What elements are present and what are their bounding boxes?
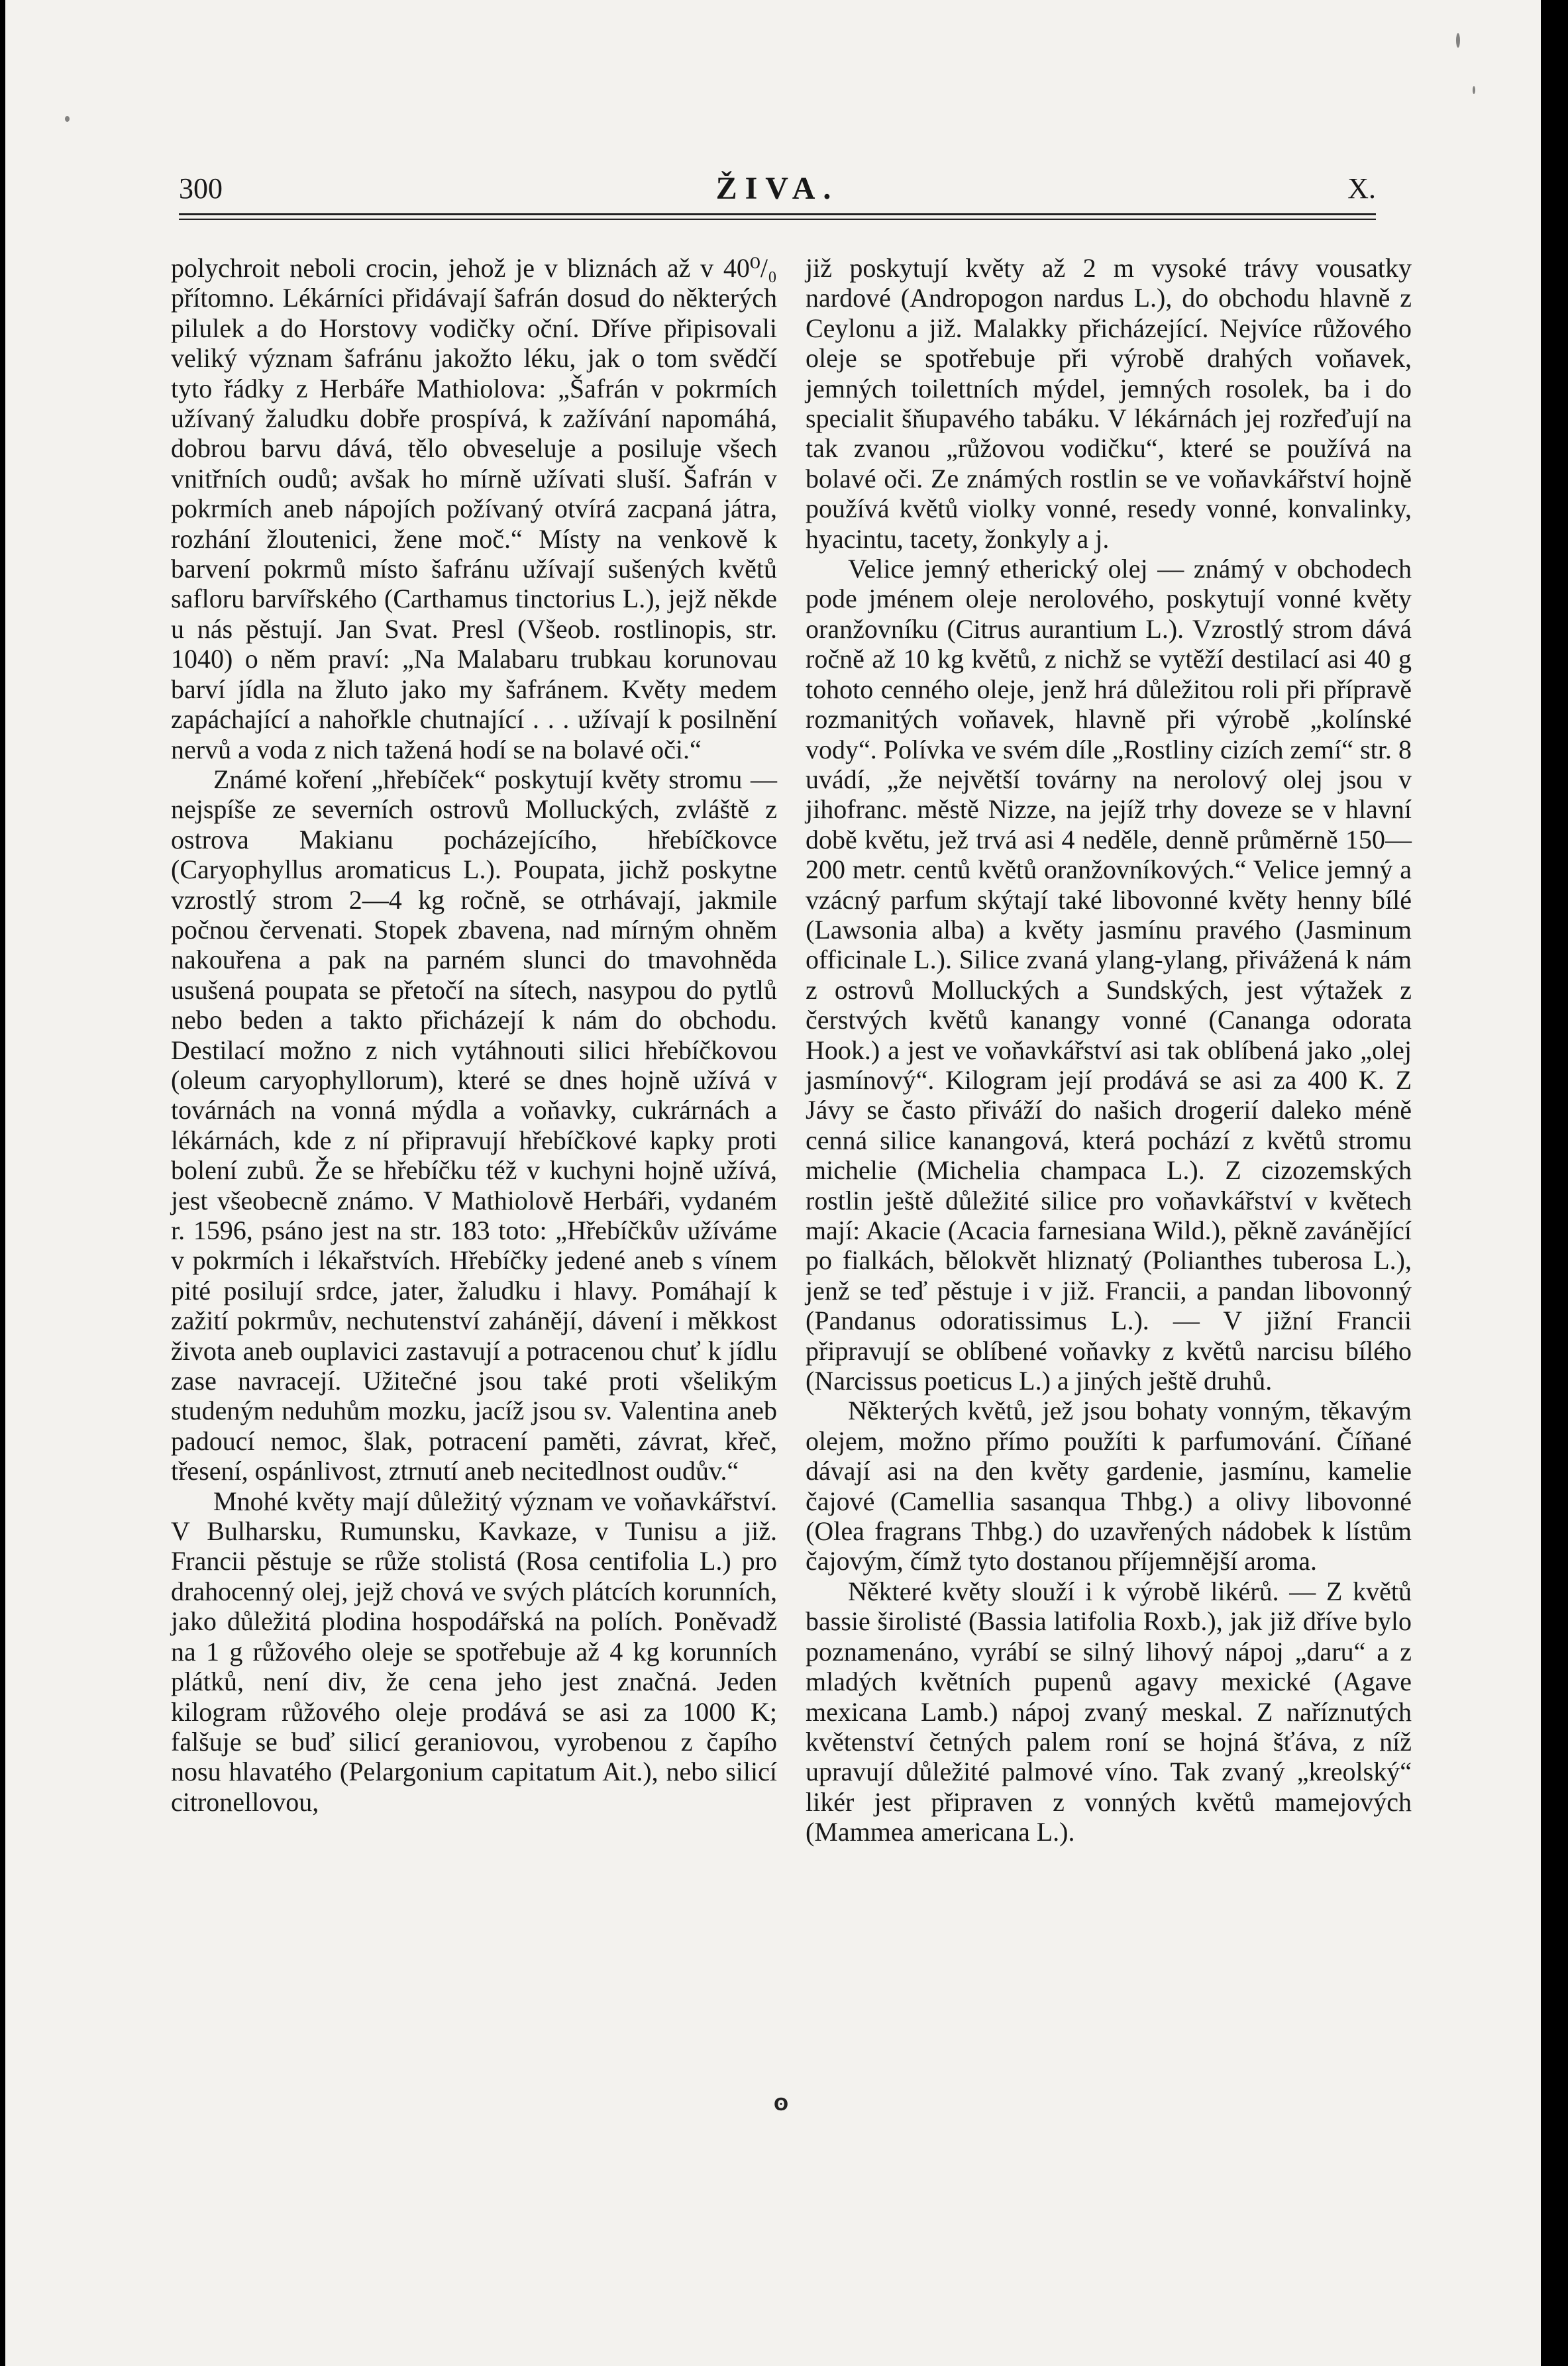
header-rule-top bbox=[179, 213, 1376, 215]
paragraph: Známé koření „hřebíček“ poskytují květy stromu — nejspíše ze severních ostrovů Molluckých, zvláště z ostrova Makianu pocházejícího, hřebíčkovce (Caryophyllus aromaticus L.). Poupata, jichž poskytne vzrostlý strom 2—4 kg ročně, se otrhávají, jakmile počnou červenati. Stopek zbavena, nad mírným ohněm nakouřena a pak na parném slunci do tmavohněda usušená poupata se přetočí na sítech, nasypou do pytlů nebo beden a takto přicházejí k nám do obchodu. Destilací možno z nich vytáhnouti silici hřebíčkovou (oleum caryophyllorum), které se dnes hojně užívá v továrnách na vonná mýdla a voňavky, cukrárnách a lékárnách, kde z ní připravují hřebíčkové kapky proti bolení zubů. Že se hřebíčku též v kuchyni hojně užívá, jest všeobecně známo. V Mathiolově Herbáři, vydaném r. 1596, psáno jest na str. 183 toto: „Hřebíčkův užíváme v pokrmích i lékařstvích. Hřebíčky jedené aneb s vínem pité posilují srdce, jater, žaludku i hlavy. Pomáhají k zažití pokrmův, nechutenství zahánějí, dávení i měkkost života aneb ouplavici zastavují a potracenou chuť k jídlu zase navracejí. Užitečné jsou také proti všelikým studeným neduhům mozku, jacíž jsou sv. Valentina aneb padoucí nemoc, šlak, potracení paměti, závrat, křeč, třesení, ospánlivost, ztrnutí aneb necitedlnost oudův.“ bbox=[171, 764, 777, 1486]
volume-number: X. bbox=[1347, 172, 1376, 205]
header-rule-bottom bbox=[179, 219, 1376, 220]
scan-border-left bbox=[0, 0, 5, 2366]
paragraph: polychroit neboli crocin, jehož je v bliznách až v 40⁰/₀ přítomno. Lékárníci přidávají šafrán dosud do některých pilulek a do Horstovy vodičky oční. Dříve připisovali veliký význam šafránu jakožto léku, jak o tom svědčí tyto řádky z Herbáře Mathiolova: „Šafrán v pokrmích užívaný žaludku dobře prospívá, k zažívání napomáhá, dobrou barvu dává, tělo obveseluje a posiluje všech vnitřních oudů; avšak ho mírně užívati sluší. Šafrán v pokrmích aneb nápojích požívaný otvírá zacpaná játra, rozhání žloutenici, žene moč.“ Místy na venkově k barvení pokrmů místo šafránu užívají sušených květů safloru barvířského (Carthamus tinctorius L.), jejž někde u nás pěstují. Jan Svat. Presl (Všeob. rostlinopis, str. 1040) o něm praví: „Na Malabaru trubkau korunovau barví jídla na žluto jako my šafránem. Květy medem zapáchající a nahořkle chutnající . . . užívají k posilnění nervů a voda z nich tažená hodí se na bolavé oči.“ bbox=[171, 253, 777, 764]
paragraph: Velice jemný etherický olej — známý v obchodech pode jménem oleje nerolového, poskytují vonné květy oranžovníku (Citrus aurantium L.). Vzrostlý strom dává ročně až 10 kg květů, z nichž se vytěží destilací asi 40 g tohoto cenného oleje, jenž hrá důležitou roli při přípravě rozmanitých voňavek, hlavně při výrobě „kolínské vody“. Polívka ve svém díle „Rostliny cizích zemí“ str. 8 uvádí, „že největší továrny na nerolový olej jsou v jihofranc. městě Nizze, na jejíž trhy doveze se v hlavní době květu, jež trvá asi 4 neděle, denně průměrně 150—200 metr. centů květů oranžovníkových.“ Velice jemný a vzácný parfum skýtají také libovonné květy henny bílé (Lawsonia alba) a květy jasmínu pravého (Jasminum officinale L.). Silice zvaná ylang-ylang, přivážená k nám z ostrovů Molluckých a Sundských, jest výtažek z čerstvých květů kanangy vonné (Cananga odorata Hook.) a jest ve voňavkářství asi tak oblíbená jako „olej jasmínový“. Kilogram její prodává se asi za 400 K. Z Jávy se často přiváží do našich drogerií daleko méně cenná silice kanangová, která pochází z květů stromu michelie (Michelia champaca L.). Z cizozemských rostlin ještě důležité silice pro voňavkářství v květech mají: Akacie (Acacia farnesiana Wild.), pěkně zavánějící po fialkách, bělokvět hliznatý (Polianthes tuberosa L.), jenž se teď pěstuje i v již. Francii, a pandan libovonný (Pandanus odoratissimus L.). — V jižní Francii připravují se oblíbené voňavky z květů narcisu bílého (Narcissus poeticus L.) a jiných ještě druhů. bbox=[806, 554, 1412, 1396]
print-mark: ʘ bbox=[774, 2095, 789, 2115]
paragraph: Některých květů, jež jsou bohaty vonným, těkavým olejem, možno přímo použíti k parfumování. Číňané dávají asi na den květy gardenie, jasmínu, kamelie čajové (Camellia sasanqua Thbg.) a olivy libovonné (Olea fragrans Thbg.) do uzavřených nádobek k lístům čajovým, čímž tyto dostanou příjemnější aroma. bbox=[806, 1396, 1412, 1576]
paragraph: již poskytují květy až 2 m vysoké trávy vousatky nardové (Andropogon nardus L.), do obchodu hlavně z Ceylonu a již. Malakky přicházející. Nejvíce růžového oleje se spotřebuje při výrobě drahých voňavek, jemných toilettních mýdel, jemných rosolek, ba i do specialit šňupavého tabáku. V lékárnách jej rozřeďují na tak zvanou „růžovou vodičku“, které se používá na bolavé oči. Ze známých rostlin se ve voňavkářství hojně používá květů violky vonné, resedy vonné, konvalinky, hyacintu, tacety, žonkyly a j. bbox=[806, 253, 1412, 554]
paragraph: Mnohé květy mají důležitý význam ve voňavkářství. V Bulharsku, Rumunsku, Kavkaze, v Tunisu a již. Francii pěstuje se růže stolistá (Rosa centifolia L.) pro drahocenný olej, jejž chová ve svých plátcích korunních, jako důležitá plodina hospodářská na polích. Poněvadž na 1 g růžového oleje se spotřebuje až 4 kg korunních plátků, není div, že cena jeho jest značná. Jeden kilogram růžového oleje prodává se asi za 1000 K; falšuje se buď silicí geraniovou, vyrobenou z čapího nosu hlavatého (Pelargonium capitatum Ait.), nebo silicí citronellovou, bbox=[171, 1486, 777, 1817]
journal-title: ŽIVA. bbox=[715, 171, 839, 206]
scan-speck bbox=[1473, 86, 1475, 94]
scan-speck bbox=[65, 116, 70, 122]
scanned-page bbox=[5, 0, 1541, 2366]
scan-border-right bbox=[1541, 0, 1568, 2366]
scan-speck bbox=[1456, 33, 1460, 48]
page-number: 300 bbox=[179, 172, 223, 205]
right-column bbox=[806, 253, 1412, 1847]
paragraph: Některé květy slouží i k výrobě likérů. — Z květů bassie širolisté (Bassia latifolia Roxb.), jak již dříve bylo poznamenáno, vyrábí se silný lihový nápoj „daru“ a z mladých květních pupenů agavy mexické (Agave mexicana Lamb.) nápoj zvaný meskal. Z naříznutých květenství četných palem roní se hojná šťáva, z níž upravují důležité palmové víno. Tak zvaný „kreolský“ likér jest připraven z vonných květů mamejových (Mammea americana L.). bbox=[806, 1576, 1412, 1847]
running-header bbox=[179, 169, 1376, 209]
left-column bbox=[171, 253, 777, 1817]
